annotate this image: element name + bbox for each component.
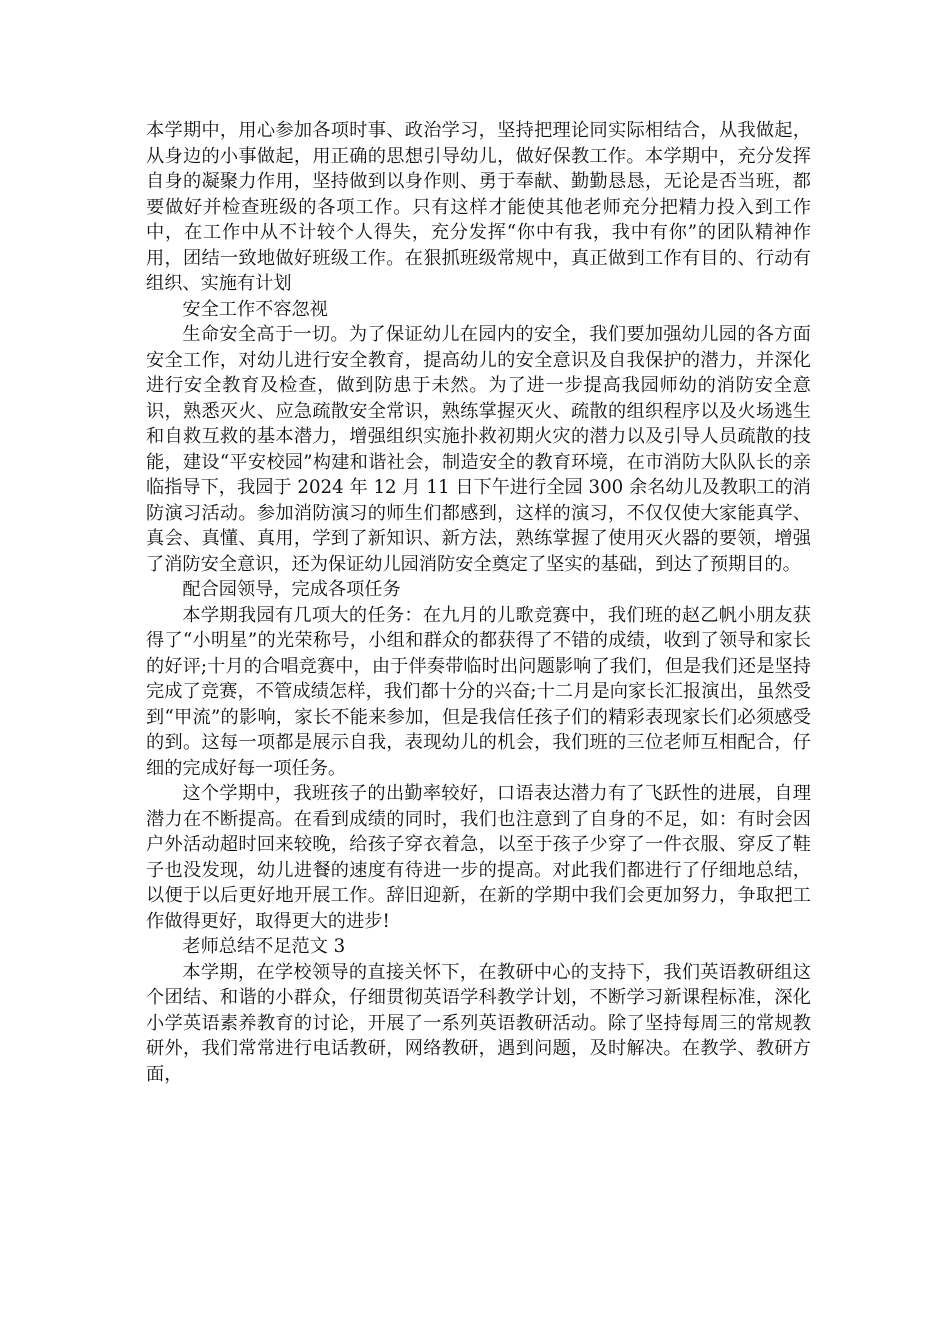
- paragraph-english-research: 本学期，在学校领导的直接关怀下，在教研中心的支持下，我们英语教研组这个团结、和谐的小群众，仔细贯彻英语学科教学计划，不断学习新课程标准，深化小学英语素养教育的讨论，开展了一系列英语教研活动。除了坚持每周三的常规教研外，我们常常进行电话教研，网络教研，遇到问题，及时解决。在教学、教研方面，: [146, 961, 811, 1085]
- section-heading-safety: 安全工作不容忽视: [182, 298, 328, 320]
- paragraph-class-work: 本学期中，用心参加各项时事、政治学习，坚持把理论同实际相结合，从我做起，从身边的小事做起，用正确的思想引导幼儿，做好保教工作。本学期中，充分发挥自身的凝聚力作用，坚持做到以身作则、勇于奉献、勤勤恳恳，无论是否当班，都要做好并检查班级的各项工作。只有这样才能使其他老师充分把精力投入到工作中，在工作中从不计较个人得失，充分发挥“你中有我，我中有你”的团队精神作用，团结一致地做好班级工作。在狠抓班级常规中，真正做到工作有目的、行动有组织、实施有计划: [146, 120, 811, 294]
- document-page: [146, 118, 811, 1087]
- section-heading-tasks: 配合园领导，完成各项任务: [182, 579, 401, 600]
- section-heading-sample-3: 老师总结不足范文 3: [182, 936, 346, 957]
- paragraph-safety: 生命安全高于一切。为了保证幼儿在园内的安全，我们要加强幼儿园的各方面安全工作，对幼儿进行安全教育，提高幼儿的安全意识及自我保护的潜力，并深化进行安全教育及检查，做到防患于未然。为了进一步提高我园师幼的消防安全意识，熟悉灭火、应急疏散安全常识，熟练掌握灭火、疏散的组织程序以及火场逃生和自救互救的基本潜力，增强组织实施扑救初期火灾的潜力以及引导人员疏散的技能，建设“平安校园”构建和谐社会，制造安全的教育环境，在市消防大队队长的亲临指导下，我园于 2024 年 12 月 11 日下午进行全园 300 余名幼儿及教职工的消防演习活动。参加消防演习的师生们都感到，这样的演习，不仅仅使大家能真学、真会、真懂、真用，学到了新知识、新方法，熟练掌握了使用灭火器的要领，增强了消防安全意识，还为保证幼儿园消防安全奠定了坚实的基础，到达了预期目的。: [146, 324, 811, 575]
- paragraph-reflection: 这个学期中，我班孩子的出勤率较好，口语表达潜力有了飞跃性的进展，自理潜力在不断提高。在看到成绩的同时，我们也注意到了自身的不足，如：有时会因户外活动超时回来较晚，给孩子穿衣着急，以至于孩子少穿了一件衣服、穿反了鞋子也没发现，幼儿进餐的速度有待进一步的提高。对此我们都进行了仔细地总结，以便于以后更好地开展工作。辞旧迎新，在新的学期中我们会更加努力，争取把工作做得更好，取得更大的进步!: [146, 783, 811, 932]
- paragraph-tasks: 本学期我园有几项大的任务：在九月的儿歌竞赛中，我们班的赵乙帆小朋友获得了“小明星”的光荣称号，小组和群众的都获得了不错的成绩，收到了领导和家长的好评;十月的合唱竞赛中，由于伴奏带临时出问题影响了我们，但是我们还是坚持完成了竞赛，不管成绩怎样，我们都十分的兴奋;十二月是向家长汇报演出，虽然受到“甲流”的影响，家长不能来参加，但是我信任孩子们的精彩表现家长们必须感受的到。这每一项都是展示自我，表现幼儿的机会，我们班的三位老师互相配合，仔细的完成好每一项任务。: [146, 604, 811, 779]
